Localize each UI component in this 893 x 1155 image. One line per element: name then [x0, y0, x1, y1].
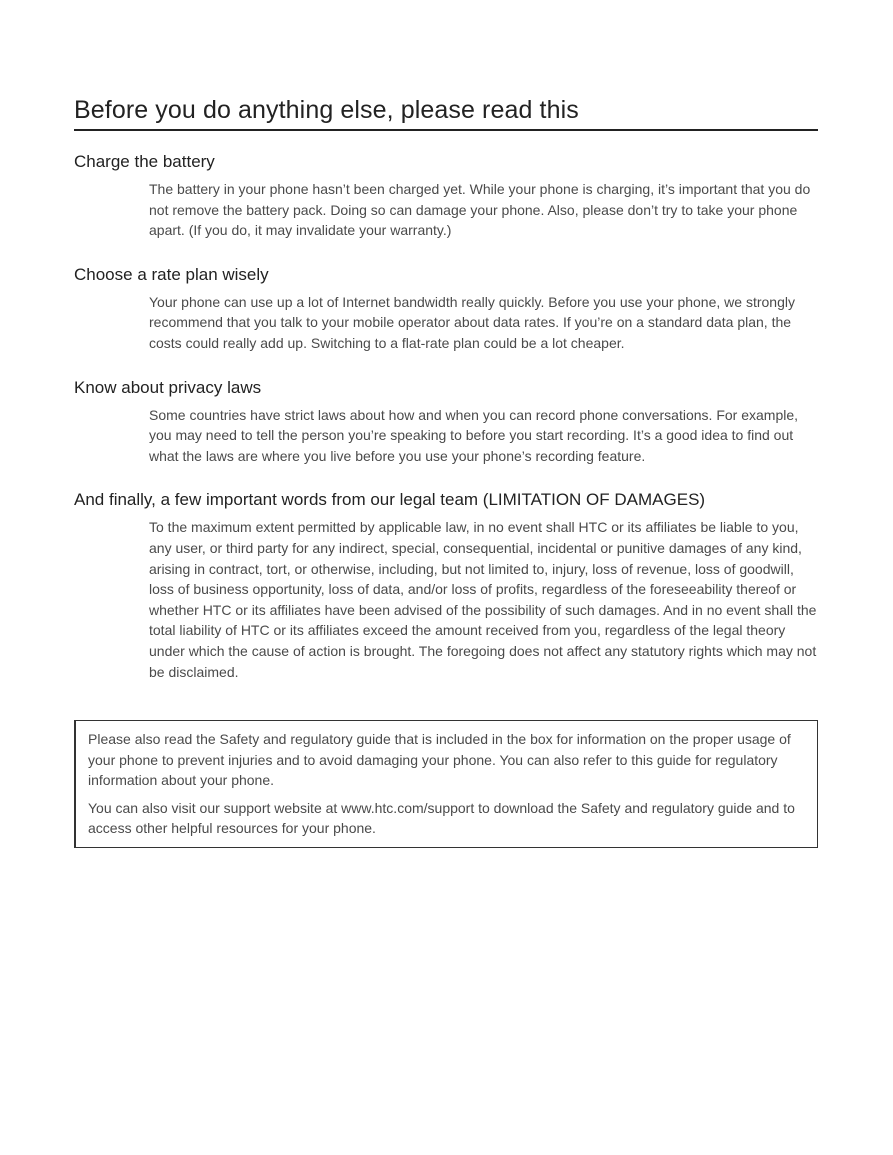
notice-paragraph: You can also visit our support website at www.htc.com/support to download the Safety and regulatory guide and to access other helpful resources for your phone. — [88, 799, 795, 837]
section-charge-battery — [74, 151, 818, 241]
section-body: To the maximum extent permitted by applicable law, in no event shall HTC or its affiliates be liable to you, any user, or third party for any indirect, special, consequential, incidental or punitive damages of any kind, arising in contract, tort, or otherwise, including, but not limited to, injury, loss of revenue, loss of goodwill, loss of business opportunity, loss of data, and/or loss of profits, regardless of the foreseeability thereof or whether HTC or its affiliates have been advised of the possibility of such damages. And in no event shall the total liability of HTC or its affiliates exceed the amount received from you, regardless of the legal theory under which the cause of action is brought. The foregoing does not affect any statutory rights which may not be disclaimed. — [149, 519, 817, 680]
notice-paragraph: Please also read the Safety and regulatory guide that is included in the box for information on the proper usage of your phone to prevent injuries and to avoid damaging your phone. You can also refer to this guide for regulatory information about your phone. — [88, 731, 791, 789]
section-privacy-laws — [74, 377, 818, 467]
section-heading: Choose a rate plan wisely — [74, 264, 269, 284]
section-heading: Know about privacy laws — [74, 377, 262, 397]
section-rate-plan — [74, 264, 818, 354]
document-page — [74, 94, 818, 848]
notice-box — [74, 720, 818, 848]
section-heading: And finally, a few important words from our legal team (LIMITATION OF DAMAGES) — [74, 490, 706, 510]
section-legal — [74, 489, 818, 682]
section-body: The battery in your phone hasn’t been charged yet. While your phone is charging, it’s important that you do not remove the battery pack. Doing so can damage your phone. Also, please don’t try to take your phone apart. (If you do, it may invalidate your warranty.) — [149, 181, 811, 239]
page-title: Before you do anything else, please read this — [74, 94, 818, 131]
section-body: Your phone can use up a lot of Internet bandwidth really quickly. Before you use your phone, we strongly recommend that you talk to your mobile operator about data rates. If you’re on a standard data plan, the costs could really add up. Switching to a flat-rate plan could be a lot cheaper. — [149, 293, 795, 351]
section-heading: Charge the battery — [74, 152, 215, 171]
section-body: Some countries have strict laws about how and when you can record phone conversations. For example, you may need to tell the person you’re speaking to before you start recording. It’s a good idea to find out what the laws are where you live before you use your phone’s recording feature. — [149, 406, 799, 464]
